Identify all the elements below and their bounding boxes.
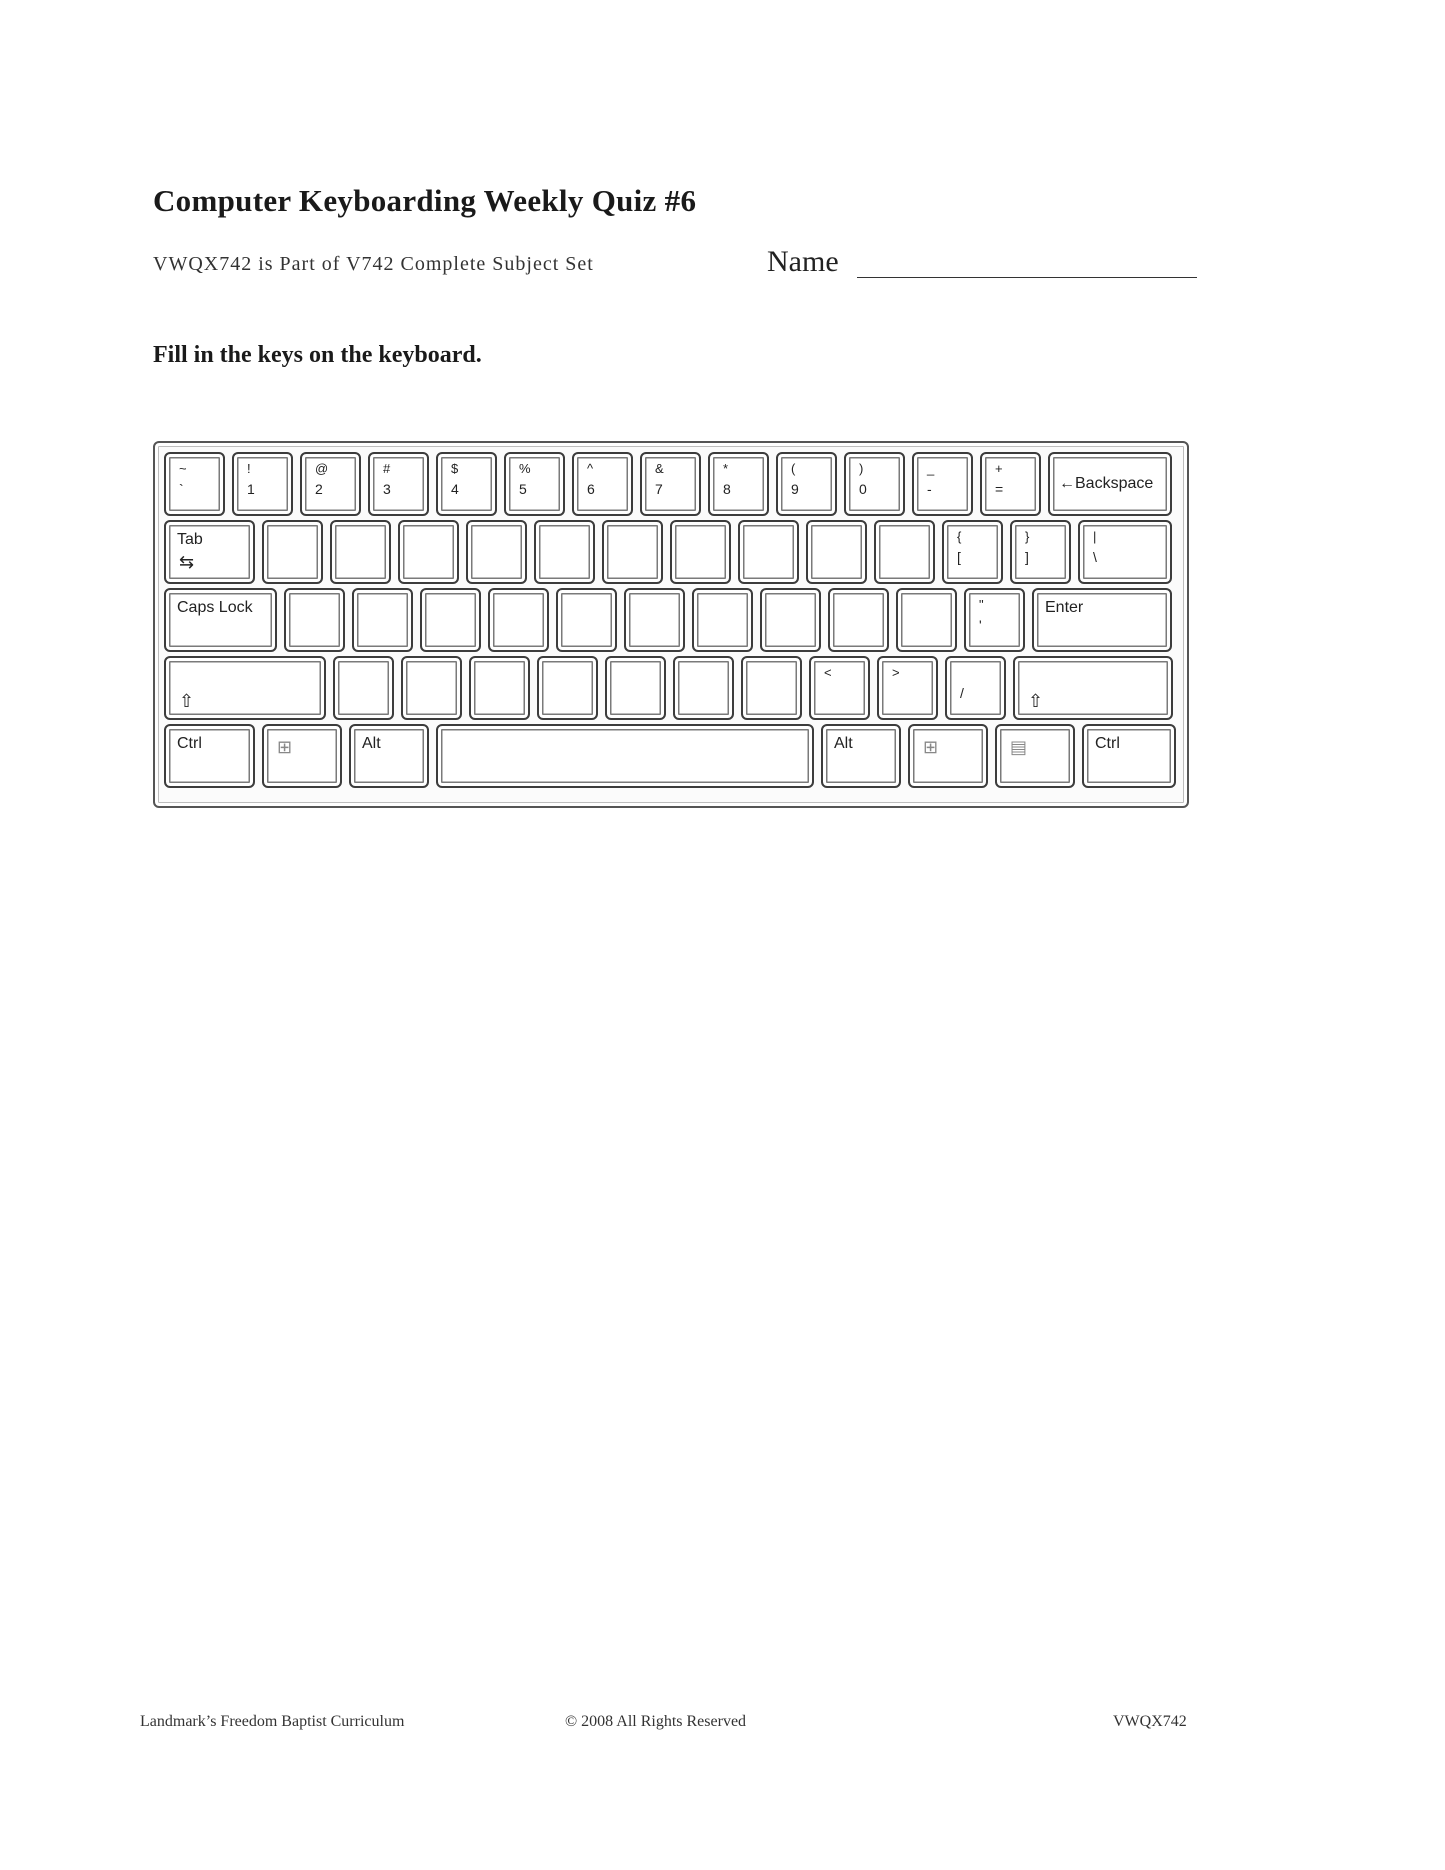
- symbol-key[interactable]: [844, 452, 905, 516]
- blank-key[interactable]: [605, 656, 666, 720]
- symbol-key[interactable]: [964, 588, 1025, 652]
- enter-key[interactable]: [1032, 588, 1172, 652]
- key-shift-char: ~: [179, 461, 187, 476]
- blank-key[interactable]: [488, 588, 549, 652]
- key-main-char: 2: [315, 481, 323, 497]
- key-main-char: `: [179, 481, 184, 497]
- blank-key[interactable]: [670, 520, 731, 584]
- ctrl-key[interactable]: [1082, 724, 1176, 788]
- blank-key[interactable]: [466, 520, 527, 584]
- blank-key[interactable]: [760, 588, 821, 652]
- symbol-key[interactable]: [368, 452, 429, 516]
- key-main-char: \: [1093, 549, 1097, 565]
- key-label: Caps Lock: [177, 599, 253, 616]
- symbol-key[interactable]: [945, 656, 1006, 720]
- footer-copyright: © 2008 All Rights Reserved: [565, 1713, 747, 1730]
- symbol-key[interactable]: [232, 452, 293, 516]
- key-label: ←Backspace: [1059, 475, 1154, 492]
- key-main-char: [: [957, 549, 961, 565]
- key-shift-char: +: [995, 461, 1003, 476]
- key-shift-char: *: [723, 461, 729, 476]
- key-shift-char: ": [979, 597, 984, 612]
- subject-set-note: VWQX742 is Part of V742 Complete Subject Set: [153, 253, 594, 275]
- key-main-char: -: [927, 481, 932, 497]
- blank-key[interactable]: [537, 656, 598, 720]
- blank-key[interactable]: [874, 520, 935, 584]
- shift-key[interactable]: [164, 656, 326, 720]
- symbol-key[interactable]: [1078, 520, 1172, 584]
- symbol-key[interactable]: [776, 452, 837, 516]
- key-main-char: /: [960, 685, 964, 701]
- key-shift-char: #: [383, 461, 391, 476]
- tab-key[interactable]: [164, 520, 255, 584]
- symbol-key[interactable]: [436, 452, 497, 516]
- symbol-key[interactable]: [572, 452, 633, 516]
- key-main-char: 4: [451, 481, 459, 497]
- blank-key[interactable]: [401, 656, 462, 720]
- symbol-key[interactable]: [300, 452, 361, 516]
- windows-logo-icon: ⊞: [923, 737, 939, 757]
- key-shift-char: (: [791, 461, 796, 476]
- symbol-key[interactable]: [877, 656, 938, 720]
- blank-key[interactable]: [534, 520, 595, 584]
- name-label: Name: [767, 245, 839, 278]
- key-main-char: 8: [723, 481, 731, 497]
- key-main-char: ]: [1025, 549, 1029, 565]
- blank-key[interactable]: [330, 520, 391, 584]
- blank-key[interactable]: [602, 520, 663, 584]
- quiz-title: Computer Keyboarding Weekly Quiz #6: [153, 183, 697, 218]
- blank-key[interactable]: [896, 588, 957, 652]
- symbol-key[interactable]: [164, 452, 225, 516]
- alt-key[interactable]: [349, 724, 429, 788]
- blank-key[interactable]: [352, 588, 413, 652]
- key-shift-char: ^: [587, 461, 594, 476]
- symbol-key[interactable]: [504, 452, 565, 516]
- key-shift-char: ): [859, 461, 864, 476]
- blank-key[interactable]: [673, 656, 734, 720]
- footer-publisher: Landmark’s Freedom Baptist Curriculum: [140, 1713, 405, 1730]
- blank-key[interactable]: [420, 588, 481, 652]
- key-shift-char: %: [519, 461, 531, 476]
- menu-key[interactable]: [995, 724, 1075, 788]
- symbol-key[interactable]: [1010, 520, 1071, 584]
- keyboard-diagram: [153, 441, 1189, 808]
- key-main-char: 7: [655, 481, 663, 497]
- symbol-key[interactable]: [809, 656, 870, 720]
- blank-key[interactable]: [692, 588, 753, 652]
- key-shift-char: $: [451, 461, 459, 476]
- blank-key[interactable]: [333, 656, 394, 720]
- key-label: Ctrl: [1095, 735, 1120, 752]
- key-label: Tab: [177, 531, 203, 548]
- menu-key-icon: ▤: [1010, 737, 1028, 757]
- key-shift-char: @: [315, 461, 329, 476]
- key-main-char: 6: [587, 481, 595, 497]
- key-label: Alt: [362, 735, 381, 752]
- instruction-text: Fill in the keys on the keyboard.: [153, 342, 482, 368]
- key-shift-char: |: [1093, 529, 1097, 544]
- blank-key[interactable]: [738, 520, 799, 584]
- key-label: Ctrl: [177, 735, 202, 752]
- key-shift-char: _: [927, 461, 935, 476]
- blank-key[interactable]: [284, 588, 345, 652]
- key-label: Enter: [1045, 599, 1084, 616]
- key-shift-char: <: [824, 665, 832, 680]
- key-main-char: 3: [383, 481, 391, 497]
- key-shift-char: !: [247, 461, 251, 476]
- spacebar-key[interactable]: [436, 724, 814, 788]
- shift-arrow-icon: ⇧: [179, 691, 195, 711]
- windows-key[interactable]: [908, 724, 988, 788]
- key-main-char: ': [979, 617, 982, 633]
- blank-key[interactable]: [828, 588, 889, 652]
- key-main-char: =: [995, 481, 1004, 497]
- windows-key[interactable]: [262, 724, 342, 788]
- blank-key[interactable]: [262, 520, 323, 584]
- key-main-char: 9: [791, 481, 799, 497]
- name-blank-line[interactable]: [857, 277, 1197, 278]
- symbol-key[interactable]: [942, 520, 1003, 584]
- key-label: Alt: [834, 735, 853, 752]
- tab-arrows-icon: ⇆: [179, 552, 195, 572]
- windows-logo-icon: ⊞: [277, 737, 293, 757]
- key-shift-char: >: [892, 665, 900, 680]
- blank-key[interactable]: [469, 656, 530, 720]
- key-shift-char: {: [957, 529, 962, 544]
- key-shift-char: }: [1025, 529, 1030, 544]
- ctrl-key[interactable]: [164, 724, 255, 788]
- key-main-char: 0: [859, 481, 867, 497]
- symbol-key[interactable]: [640, 452, 701, 516]
- blank-key[interactable]: [806, 520, 867, 584]
- shift-arrow-icon: ⇧: [1028, 691, 1044, 711]
- blank-key[interactable]: [556, 588, 617, 652]
- blank-key[interactable]: [741, 656, 802, 720]
- backspace-key[interactable]: [1048, 452, 1172, 516]
- symbol-key[interactable]: [912, 452, 973, 516]
- blank-key[interactable]: [398, 520, 459, 584]
- symbol-key[interactable]: [980, 452, 1041, 516]
- shift-key[interactable]: [1013, 656, 1173, 720]
- alt-key[interactable]: [821, 724, 901, 788]
- blank-key[interactable]: [624, 588, 685, 652]
- caps-lock-key[interactable]: [164, 588, 277, 652]
- footer-code: VWQX742: [1113, 1713, 1187, 1730]
- symbol-key[interactable]: [708, 452, 769, 516]
- key-main-char: 1: [247, 481, 255, 497]
- key-main-char: 5: [519, 481, 527, 497]
- key-shift-char: &: [655, 461, 664, 476]
